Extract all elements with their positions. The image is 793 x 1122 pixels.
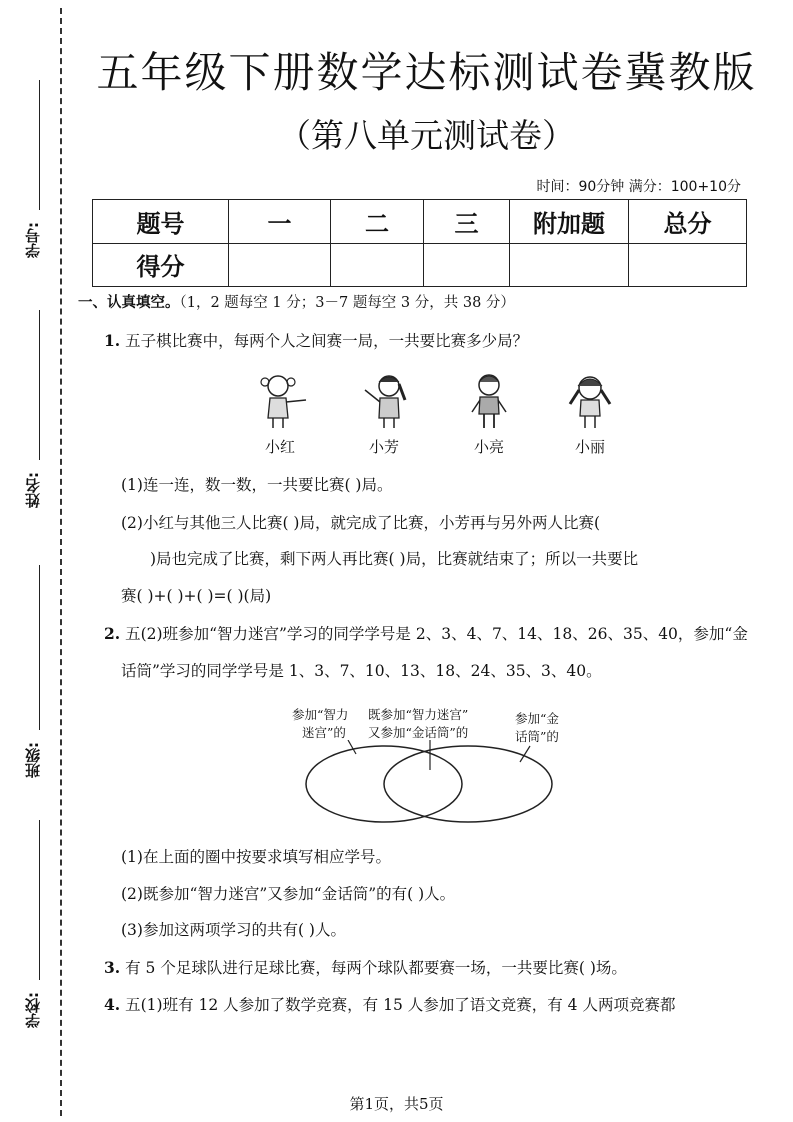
venn-label-zhili bbox=[292, 706, 348, 742]
page-title: 五年级下册数学达标测试卷冀教版 bbox=[96, 48, 757, 97]
kid-name-xiaofang: 小芳 bbox=[368, 438, 399, 456]
header-cell-part-3: 三 bbox=[424, 200, 510, 244]
class-blank[interactable] bbox=[39, 565, 40, 730]
venn-label-both-line-1: 既参加“智力迷宫” bbox=[368, 707, 469, 722]
name-blank[interactable] bbox=[39, 310, 40, 460]
page-footer: 第1页，共5页 bbox=[349, 1095, 444, 1113]
header-cell-part-1: 一 bbox=[229, 200, 331, 244]
venn-pointer-left bbox=[348, 740, 356, 754]
school-label: 学校: bbox=[24, 992, 42, 1028]
question-2-line-2: 话筒”学习的同学学号是 1、3、7、10、13、18、24、35、3、40。 bbox=[121, 662, 602, 680]
question-1 bbox=[104, 330, 528, 352]
question-1-part-2-line-2: )局也完成了比赛，剩下两人再比赛( )局，比赛就结束了；所以一共要比 bbox=[150, 550, 639, 568]
question-2-part-1: (1)在上面的圈中按要求填写相应学号。 bbox=[121, 848, 391, 866]
venn-label-jinhuatong-line-1: 参加“金 bbox=[515, 711, 559, 726]
score-cell-total[interactable] bbox=[629, 243, 747, 287]
question-3-text: 有 5 个足球队进行足球比赛，每两个球队都要赛一场，一共要比赛( )场。 bbox=[125, 959, 627, 977]
kid-name-xiaoliang: 小亮 bbox=[473, 438, 504, 456]
score-cell-part-3[interactable] bbox=[424, 243, 510, 287]
name-label: 姓名: bbox=[24, 472, 42, 508]
school-field bbox=[18, 820, 48, 1040]
question-2-part-2: (2)既参加“智力迷宫”又参加“金话筒”的有( )人。 bbox=[121, 885, 456, 903]
kid-name-xiaohong: 小红 bbox=[264, 438, 295, 456]
venn-diagram bbox=[300, 740, 560, 830]
score-table-score-row bbox=[93, 243, 747, 287]
boy-xiaoliang-illustration bbox=[455, 370, 525, 430]
venn-label-both bbox=[368, 706, 468, 742]
score-table-header-row bbox=[93, 200, 747, 244]
student-no-field bbox=[18, 60, 48, 260]
score-cell-bonus[interactable] bbox=[510, 243, 629, 287]
section-1-heading bbox=[78, 292, 515, 314]
venn-label-both-line-2: 又参加“金话筒”的 bbox=[368, 725, 469, 740]
question-2-line-1 bbox=[104, 623, 748, 645]
question-3 bbox=[104, 957, 627, 979]
question-4 bbox=[104, 994, 675, 1016]
school-blank[interactable] bbox=[39, 820, 40, 980]
question-1-number: 1. bbox=[104, 331, 121, 350]
girl-xiaoli-illustration bbox=[556, 370, 626, 430]
kid-name-xiaoli: 小丽 bbox=[574, 438, 605, 456]
section-1-title: 一、认真填空。 bbox=[78, 295, 180, 311]
header-cell-part-2: 二 bbox=[331, 200, 424, 244]
question-4-text: 五(1)班有 12 人参加了数学竞赛，有 15 人参加了语文竞赛，有 4 人两项竞赛都 bbox=[125, 996, 676, 1014]
venn-label-jinhuatong-line-2: 话筒”的 bbox=[515, 729, 559, 744]
section-1-note: （1，2 题每空 1 分；3－7 题每空 3 分，共 38 分） bbox=[179, 295, 515, 311]
venn-circle-jinhuatong[interactable] bbox=[384, 746, 552, 822]
class-label: 班级: bbox=[24, 742, 42, 778]
question-4-number: 4. bbox=[104, 995, 121, 1014]
question-3-number: 3. bbox=[104, 958, 121, 977]
girl-xiaofang-illustration bbox=[353, 370, 423, 430]
name-field bbox=[18, 310, 48, 510]
question-1-text: 五子棋比赛中，每两个人之间赛一局，一共要比赛多少局？ bbox=[125, 332, 529, 350]
time-info: 时间：90分钟 满分：100+10分 bbox=[536, 179, 741, 195]
score-cell-part-2[interactable] bbox=[331, 243, 424, 287]
venn-label-zhili-line-1: 参加“智力 bbox=[292, 707, 349, 722]
score-table bbox=[92, 199, 747, 287]
score-row-label: 得分 bbox=[93, 243, 229, 287]
question-1-part-2-line-1: (2)小红与其他三人比赛( )局，就完成了比赛，小芳再与另外两人比赛( bbox=[121, 514, 601, 532]
score-cell-part-1[interactable] bbox=[229, 243, 331, 287]
question-2-text-1: 五(2)班参加“智力迷宫”学习的同学学号是 2、3、4、7、14、18、26、35、40，参加“金 bbox=[125, 625, 748, 643]
venn-label-zhili-line-2: 迷宫”的 bbox=[302, 725, 346, 740]
student-no-label: 学号: bbox=[24, 222, 42, 258]
header-cell-total: 总分 bbox=[629, 200, 747, 244]
student-no-blank[interactable] bbox=[39, 80, 40, 210]
question-1-part-2-line-3: 赛( )+( )+( )=( )(局) bbox=[121, 587, 272, 605]
question-2-number: 2. bbox=[104, 624, 121, 643]
header-cell-bonus: 附加题 bbox=[510, 200, 629, 244]
page-subtitle: （第八单元测试卷） bbox=[278, 116, 575, 155]
class-field bbox=[18, 565, 48, 785]
girl-xiaohong-illustration bbox=[248, 370, 318, 430]
question-1-part-1: (1)连一连，数一数，一共要比赛( )局。 bbox=[121, 476, 393, 494]
question-2-part-3: (3)参加这两项学习的共有( )人。 bbox=[121, 921, 346, 939]
binding-dashed-line bbox=[60, 8, 62, 1116]
header-cell-question-no: 题号 bbox=[93, 200, 229, 244]
